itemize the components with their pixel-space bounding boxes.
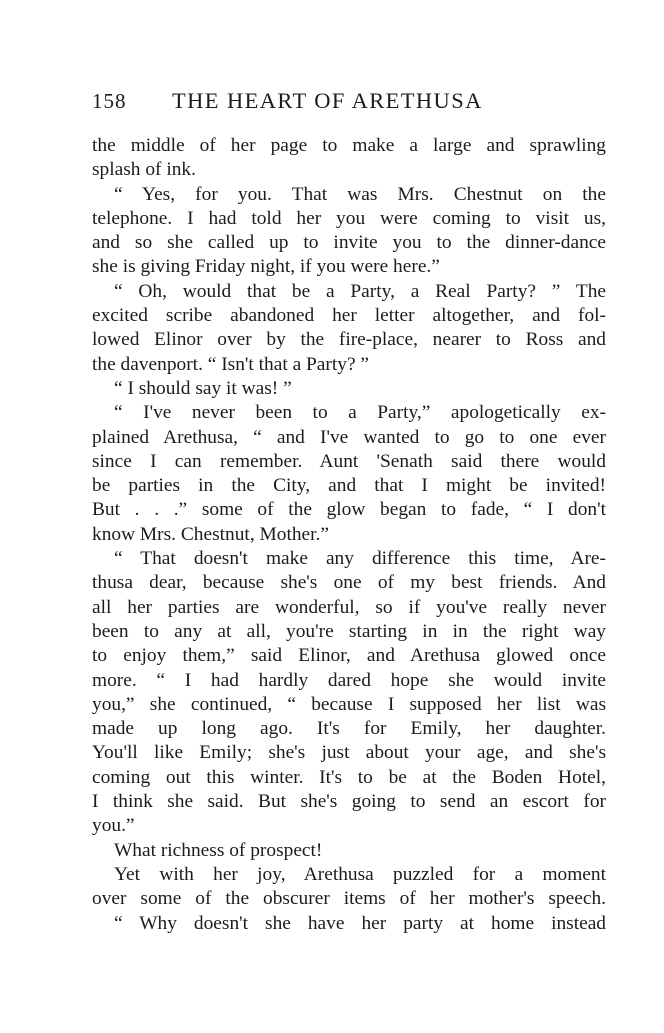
text-line: “ I should say it was! ” [114, 377, 292, 399]
text-line: “ Why doesn't she have her party at home instead [114, 912, 606, 934]
text-line: “ Oh, would that be a Party, a Real Party? ” The [114, 280, 606, 302]
book-title: THE HEART OF ARETHUSA [172, 88, 483, 113]
text-line: telephone. I had told her you were coming to visit us, [92, 207, 606, 229]
text-line: splash of ink. [92, 159, 196, 181]
text-line: know Mrs. Chestnut, Mother.” [92, 523, 329, 545]
text-line: all her parties are wonderful, so if you've really never [92, 596, 606, 618]
text-line: more. “ I had hardly dared hope she would invite [92, 669, 606, 691]
text-line: “ I've never been to a Party,” apologetically ex- [114, 402, 606, 424]
text-line: you.” [92, 815, 135, 837]
text-line: since I can remember. Aunt 'Senath said there would [92, 450, 606, 472]
text-line: over some of the obscurer items of her mother's speech. [92, 888, 606, 910]
body-text [92, 134, 606, 936]
text-line: What richness of prospect! [114, 839, 323, 861]
text-line: she is giving Friday night, if you were here.” [92, 256, 440, 278]
text-line: the davenport. “ Isn't that a Party? ” [92, 353, 370, 375]
text-line: “ Yes, for you. That was Mrs. Chestnut on the [114, 183, 606, 205]
text-line: plained Arethusa, “ and I've wanted to go to one ever [92, 426, 606, 448]
text-line: But . . .” some of the glow began to fade, “ I don't [92, 499, 606, 521]
text-line: Yet with her joy, Arethusa puzzled for a moment [114, 863, 606, 885]
text-line: thusa dear, because she's one of my best friends. And [92, 572, 606, 594]
text-line: be parties in the City, and that I might be invited! [92, 475, 606, 497]
text-line: You'll like Emily; she's just about your age, and she's [92, 742, 606, 764]
text-line: and so she called up to invite you to the dinner-dance [92, 232, 606, 254]
text-line: made up long ago. It's for Emily, her daughter. [92, 718, 606, 740]
text-line: the middle of her page to make a large and sprawling [92, 135, 606, 156]
running-head [92, 88, 606, 120]
text-line: to enjoy them,” said Elinor, and Arethusa glowed once [92, 645, 606, 667]
text-line: lowed Elinor over by the fire-place, nearer to Ross and [92, 329, 606, 351]
page-number: 158 [92, 89, 127, 113]
book-page [92, 88, 606, 936]
text-line: I think she said. But she's going to send an escort for [92, 791, 606, 813]
text-line: excited scribe abandoned her letter altogether, and fol- [92, 305, 606, 327]
text-line: “ That doesn't make any difference this time, Are- [114, 548, 606, 570]
text-line: coming out this winter. It's to be at the Boden Hotel, [92, 766, 606, 788]
text-line: you,” she continued, “ because I supposed her list was [92, 693, 606, 715]
text-line: been to any at all, you're starting in in the right way [92, 620, 606, 642]
